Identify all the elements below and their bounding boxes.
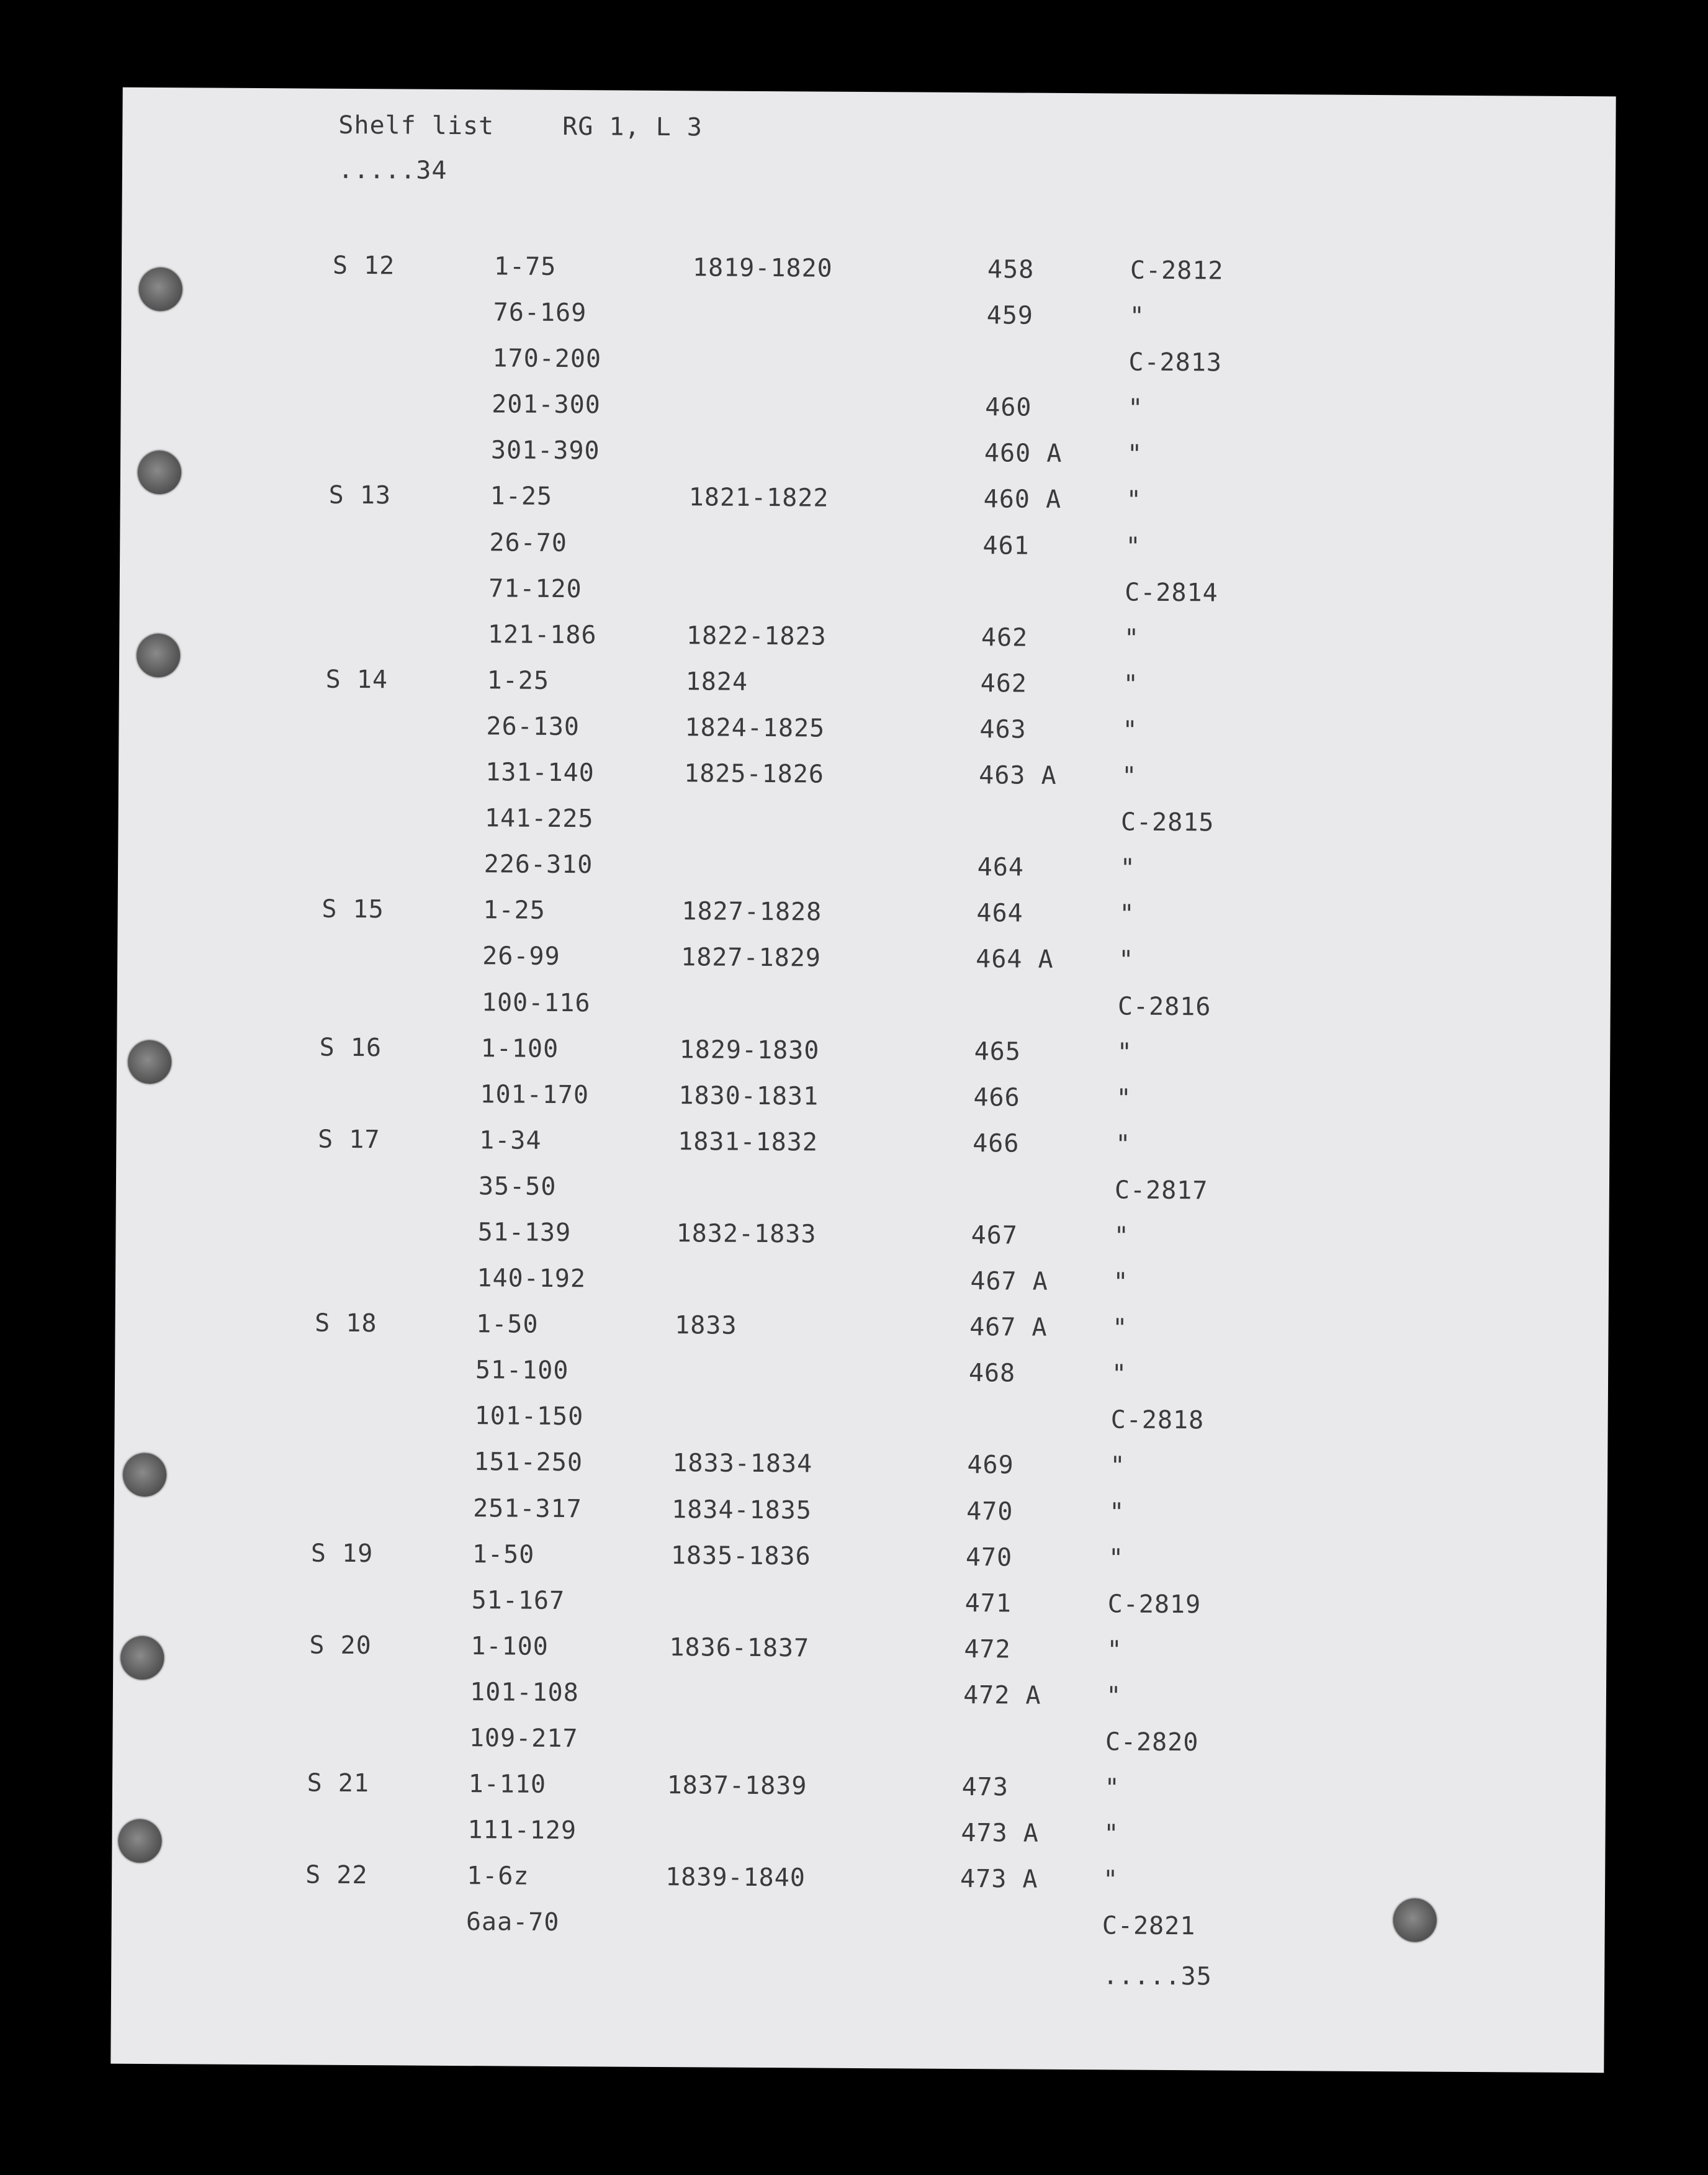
cell-volume: 467 A	[970, 1267, 1048, 1296]
cell-range: 1-25	[487, 666, 550, 695]
cell-range: 1-100	[480, 1033, 559, 1063]
cell-range: 151-250	[474, 1448, 583, 1477]
cell-series: S 15	[321, 894, 384, 924]
cell-range: 1-110	[468, 1770, 547, 1799]
cell-volume: 464	[977, 853, 1025, 882]
cell-years: 1830-1831	[678, 1081, 819, 1111]
cell-reel: "	[1106, 1682, 1122, 1711]
cell-years: 1824	[685, 667, 748, 696]
document-page	[110, 88, 1616, 2073]
cell-reel: "	[1112, 1313, 1128, 1343]
cell-volume: 461	[982, 531, 1030, 561]
cell-reel: C-2819	[1107, 1590, 1202, 1619]
cell-reel: "	[1115, 1130, 1131, 1159]
cell-volume: 472	[964, 1634, 1011, 1664]
cell-range: 101-108	[470, 1678, 579, 1708]
cell-reel: C-2816	[1117, 992, 1211, 1021]
cell-reel: C-2821	[1102, 1911, 1196, 1941]
cell-reel: "	[1110, 1451, 1126, 1481]
cell-range: 109-217	[469, 1724, 578, 1754]
cell-volume: 460 A	[984, 439, 1063, 469]
cell-reel: "	[1102, 1865, 1119, 1894]
cell-reel: "	[1107, 1636, 1123, 1665]
cell-range: 100-116	[481, 988, 591, 1017]
cell-series: S 14	[325, 665, 389, 695]
header-reference: RG 1, L 3	[562, 112, 703, 142]
cell-series: S 16	[319, 1033, 382, 1062]
cell-reel: C-2820	[1105, 1727, 1199, 1757]
cell-volume: 467 A	[969, 1313, 1048, 1342]
cell-series: S 21	[307, 1768, 370, 1798]
cell-series: S 18	[315, 1308, 377, 1338]
cell-range: 226-310	[483, 850, 593, 880]
cell-volume: 468	[968, 1359, 1016, 1388]
cell-range: 301-390	[490, 436, 600, 466]
cell-reel: "	[1113, 1268, 1129, 1297]
cell-range: 170-200	[492, 344, 602, 374]
cell-reel: C-2814	[1125, 578, 1218, 608]
cell-volume: 462	[981, 623, 1028, 652]
cell-range: 201-300	[492, 390, 601, 420]
cell-range: 1-50	[472, 1539, 535, 1569]
cell-years: 1837-1839	[667, 1771, 807, 1801]
cell-reel: "	[1126, 486, 1142, 515]
cell-volume: 464	[976, 899, 1023, 928]
page-ref-bottom: .....35	[1103, 1961, 1212, 1991]
cell-range: 1-34	[479, 1126, 542, 1155]
cell-range: 1-100	[470, 1631, 549, 1661]
cell-years: 1834-1835	[672, 1495, 812, 1525]
cell-range: 111-129	[467, 1816, 577, 1845]
cell-range: 26-99	[482, 942, 560, 971]
cell-range: 141-225	[484, 804, 594, 834]
page-ref-top: .....34	[338, 155, 447, 185]
cell-reel: "	[1123, 624, 1140, 653]
cell-reel: "	[1126, 439, 1143, 469]
cell-volume: 460	[985, 393, 1032, 422]
cell-range: 26-70	[489, 528, 568, 557]
cell-range: 131-140	[485, 758, 595, 788]
cell-volume: 473 A	[960, 1865, 1038, 1894]
cell-reel: "	[1123, 670, 1139, 699]
cell-range: 51-139	[477, 1218, 572, 1248]
cell-volume: 466	[973, 1083, 1020, 1112]
cell-reel: "	[1122, 716, 1138, 745]
cell-reel: "	[1129, 302, 1145, 331]
cell-reel: "	[1116, 1084, 1132, 1113]
cell-volume: 462	[980, 669, 1028, 698]
cell-range: 26-130	[486, 712, 580, 742]
header-label: Shelf list	[338, 110, 495, 141]
cell-range: 1-25	[483, 896, 546, 925]
cell-years: 1822-1823	[686, 621, 827, 651]
cell-range: 101-170	[480, 1079, 590, 1109]
cell-years: 1824-1825	[685, 713, 825, 743]
cell-volume: 465	[974, 1037, 1022, 1066]
cell-range: 251-317	[473, 1493, 582, 1523]
cell-volume: 463	[979, 715, 1027, 744]
cell-years: 1825-1826	[684, 759, 825, 789]
cell-years: 1827-1828	[681, 897, 822, 927]
table-row	[94, 1906, 1587, 1961]
cell-range: 35-50	[478, 1172, 557, 1201]
cell-reel: C-2817	[1114, 1176, 1208, 1205]
cell-range: 1-6z	[467, 1862, 529, 1891]
cell-volume: 464 A	[976, 945, 1054, 975]
cell-reel: C-2812	[1130, 256, 1224, 286]
cell-range: 1-75	[493, 252, 557, 281]
cell-volume: 470	[965, 1542, 1013, 1572]
cell-reel: "	[1104, 1773, 1120, 1803]
cell-reel: "	[1111, 1359, 1128, 1389]
cell-series: S 22	[305, 1860, 368, 1890]
cell-years: 1831-1832	[678, 1127, 819, 1157]
cell-years: 1819-1820	[692, 253, 833, 283]
cell-reel: "	[1128, 394, 1144, 423]
cell-volume: 473	[961, 1773, 1009, 1802]
cell-years: 1839-1840	[665, 1863, 806, 1893]
cell-range: 51-167	[471, 1585, 565, 1615]
cell-reel: C-2813	[1128, 348, 1223, 377]
cell-reel: "	[1113, 1222, 1130, 1251]
cell-reel: "	[1120, 853, 1136, 883]
cell-years: 1832-1833	[676, 1219, 817, 1249]
cell-years: 1835-1836	[670, 1541, 811, 1571]
cell-volume: 459	[986, 301, 1034, 330]
cell-range: 51-100	[475, 1356, 569, 1385]
cell-range: 1-25	[490, 482, 553, 511]
cell-range: 121-186	[487, 620, 597, 650]
cell-volume: 471	[964, 1588, 1012, 1618]
cell-range: 1-50	[476, 1310, 539, 1339]
cell-range: 101-150	[474, 1402, 584, 1431]
cell-series: S 12	[332, 251, 395, 281]
cell-years: 1829-1830	[679, 1035, 820, 1065]
cell-reel: "	[1103, 1819, 1120, 1849]
cell-years: 1827-1829	[681, 943, 822, 973]
cell-volume: 458	[987, 255, 1035, 284]
cell-volume: 472 A	[963, 1680, 1041, 1710]
cell-volume: 460 A	[983, 485, 1062, 515]
cell-volume: 469	[967, 1451, 1014, 1480]
cell-reel: "	[1108, 1544, 1125, 1573]
cell-volume: 470	[966, 1497, 1014, 1526]
cell-reel: "	[1125, 532, 1141, 561]
cell-reel: "	[1117, 1038, 1133, 1067]
cell-reel: C-2815	[1120, 808, 1215, 837]
cell-volume: 473 A	[961, 1819, 1039, 1848]
cell-range: 71-120	[488, 574, 582, 603]
cell-series: S 20	[309, 1631, 372, 1660]
cell-years: 1821-1822	[688, 483, 829, 513]
page-header	[338, 111, 703, 142]
shelf-list-table	[111, 250, 1615, 1961]
cell-volume: 467	[971, 1221, 1018, 1250]
cell-reel: "	[1118, 945, 1135, 975]
cell-years: 1833	[675, 1311, 737, 1340]
cell-reel: "	[1119, 899, 1135, 929]
cell-reel: "	[1121, 762, 1138, 791]
cell-range: 76-169	[493, 298, 587, 328]
cell-years: 1833-1834	[672, 1449, 813, 1479]
cell-years: 1836-1837	[669, 1632, 810, 1663]
cell-series: S 17	[318, 1125, 380, 1155]
cell-volume: 463 A	[979, 761, 1057, 790]
cell-range: 140-192	[477, 1264, 587, 1294]
cell-range: 6aa-70	[465, 1907, 560, 1937]
cell-series: S 19	[310, 1539, 374, 1568]
cell-series: S 13	[328, 481, 392, 510]
cell-volume: 466	[973, 1128, 1020, 1158]
cell-reel: C-2818	[1110, 1405, 1205, 1435]
cell-reel: "	[1109, 1497, 1125, 1527]
